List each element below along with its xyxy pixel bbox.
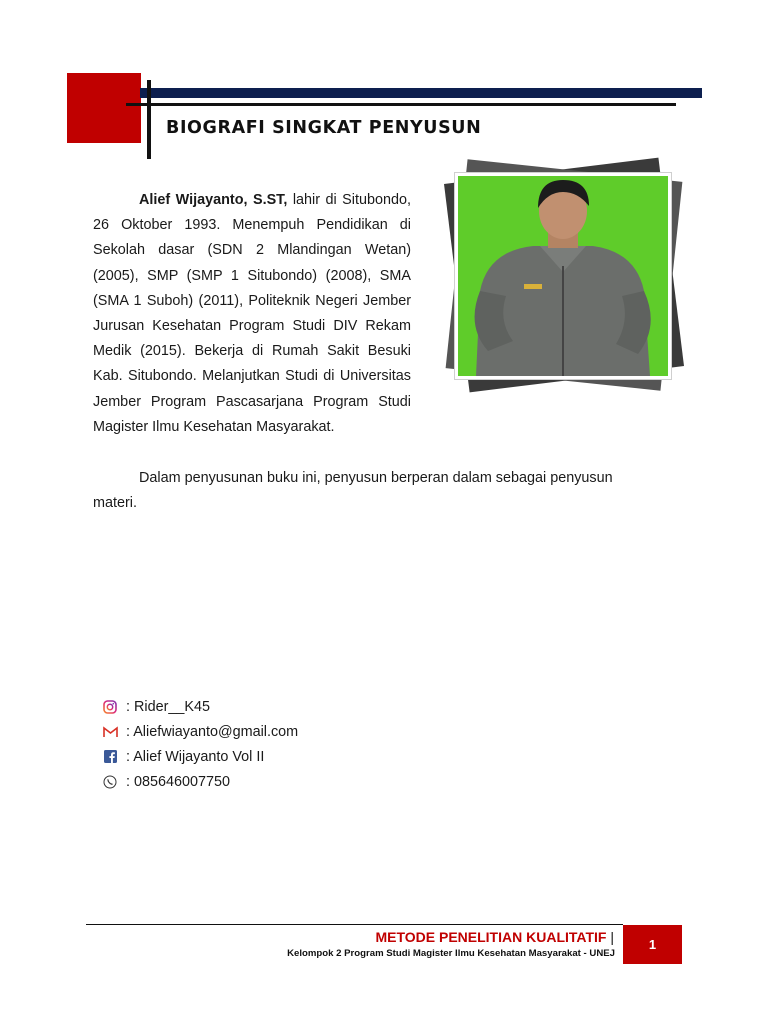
contact-email-text: : Aliefwiayanto@gmail.com: [126, 723, 299, 740]
header-rule: [126, 103, 676, 106]
page-title: BIOGRAFI SINGKAT PENYUSUN: [166, 118, 482, 138]
header-navy-bar: [140, 88, 702, 98]
contact-facebook-text: : Alief Wijayanto Vol II: [126, 748, 265, 765]
footer-separator: |: [610, 929, 614, 945]
gmail-icon: [102, 724, 118, 740]
author-name: Alief Wijayanto, S.ST,: [139, 192, 288, 208]
author-photo-stack: [440, 160, 690, 395]
footer-title: [375, 929, 614, 945]
role-text: Dalam penyusunan buku ini, penyusun berperan dalam sebagai penyusun materi.: [93, 470, 613, 512]
biography-text: lahir di Situbondo, 26 Oktober 1993. Menempuh Pendidikan di Sekolah dasar (SDN 2 Mlandingan Wetan) (2005), SMP (SMP 1 Situbondo) (2008), SMA (SMA 1 Suboh) (2011), Politeknik Negeri Jember Jurusan Kesehatan Program Studi DIV Rekam Medik (2015). Bekerja di Rumah Sakit Besuki Kab. Situbondo. Melanjutkan Studi di Universitas Jember Program Pascasarjana Program Studi Magister Ilmu Kesehatan Masyarakat.: [93, 192, 411, 435]
contact-instagram-text: : Rider__K45: [126, 698, 210, 715]
instagram-icon: [102, 699, 118, 715]
footer-subtitle: Kelompok 2 Program Studi Magister Ilmu Kesehatan Masyarakat - UNEJ: [287, 948, 615, 959]
footer-title-text: METODE PENELITIAN KUALITATIF: [375, 929, 607, 945]
page-number: 1: [623, 925, 682, 964]
author-photo: [458, 176, 668, 376]
contact-phone: [102, 770, 298, 795]
author-photo-frame: [454, 172, 672, 380]
contact-list: [102, 694, 298, 795]
contact-email: [102, 719, 298, 744]
biography-paragraph: [93, 188, 411, 440]
header-red-square: [67, 73, 141, 143]
phone-icon: [102, 774, 118, 790]
contact-facebook: [102, 744, 298, 769]
footer-rule: [86, 924, 623, 925]
header-vertical-rule: [147, 80, 151, 159]
contact-instagram: [102, 694, 298, 719]
contact-phone-text: : 085646007750: [126, 774, 231, 791]
role-paragraph: [93, 466, 653, 516]
facebook-icon: [102, 749, 118, 765]
